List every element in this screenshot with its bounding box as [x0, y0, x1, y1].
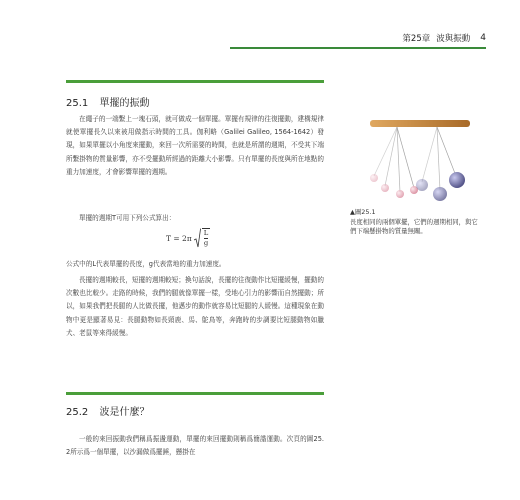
header-rule: [230, 47, 486, 49]
section-rule: [66, 80, 324, 83]
support-rod: [370, 120, 470, 127]
figure-label: ▲圖25.1: [350, 208, 376, 216]
section-rule: [66, 392, 324, 395]
formula-lhs: T = 2π: [166, 233, 192, 243]
figure-caption-text: 長度相同的兩個單擺，它們的週期相同，與它們下端懸掛物的質量無關。: [350, 217, 478, 235]
paragraph: 長擺的週期較長，短擺的週期較短；換句話說，長擺的往復動作比短擺緩慢，擺動的次數也比較少。走路的時候，我們的腿就像單擺一樣，受地心引力的影響而自然擺動；所以，如果我們把長腿的人比做長擺，他邁步的動作就容易比短腿的人緩慢。這種現象在動物中更是顯著易見：長腿動物如長頸鹿、馬、鴕鳥等，奔跑時的步調要比短腿動物如臘犬、老鼠等來得緩慢。: [66, 276, 324, 337]
page-number: 4: [480, 33, 486, 43]
pendulum-illustration: [352, 112, 477, 212]
paragraph: 一般的來回振動我們稱爲振盪運動，單擺的來回擺動則稱爲簡諧運動。次頁的圖25.2所示爲一個單擺，以沙漏做爲擺錘，懸掛在: [66, 435, 324, 457]
paragraph: 公式中的L代表單擺的長度，g代表當地的重力加速度。: [66, 260, 226, 268]
section-heading-25-2: [66, 403, 149, 418]
section-number: 25.2: [66, 407, 89, 418]
section-title: 波是什麼？: [99, 407, 150, 418]
formula-denominator: g: [203, 238, 209, 247]
section-heading-25-1: [66, 94, 149, 109]
radical-sign-icon: [194, 228, 201, 248]
pendulum-figure: [352, 112, 477, 212]
section-title: 單擺的振動: [99, 98, 150, 109]
chapter-number: 第25章: [402, 34, 431, 44]
fraction: [202, 228, 211, 248]
chapter-title: 波與振動: [436, 34, 471, 44]
period-formula: [166, 228, 210, 248]
section-number: 25.1: [66, 98, 89, 109]
pendulum-strings: [374, 127, 456, 192]
formula-numerator: L: [203, 229, 209, 238]
square-root: [194, 228, 211, 248]
paragraph: 在繩子的一端繫上一塊石頭，就可做成一個單擺。單擺有規律的往復擺動，建構規律就使單擺長久以來被用做指示時間的工具。伽利略（Galilei Galileo, 1564-1642）發現，如果單擺以小角度來擺動，來回一次所需要的時間，也就是所謂的週期，不受其下端所繫掛物的質量影響，亦不受擺動所經過的距離大小影響。只有單擺的長度與所在地點的重力加速度，才會影響單擺的週期。: [66, 115, 324, 176]
paragraph: 單擺的週期T可用下列公式算出：: [79, 214, 176, 222]
running-header: [230, 30, 486, 46]
figure-caption: [350, 208, 480, 237]
